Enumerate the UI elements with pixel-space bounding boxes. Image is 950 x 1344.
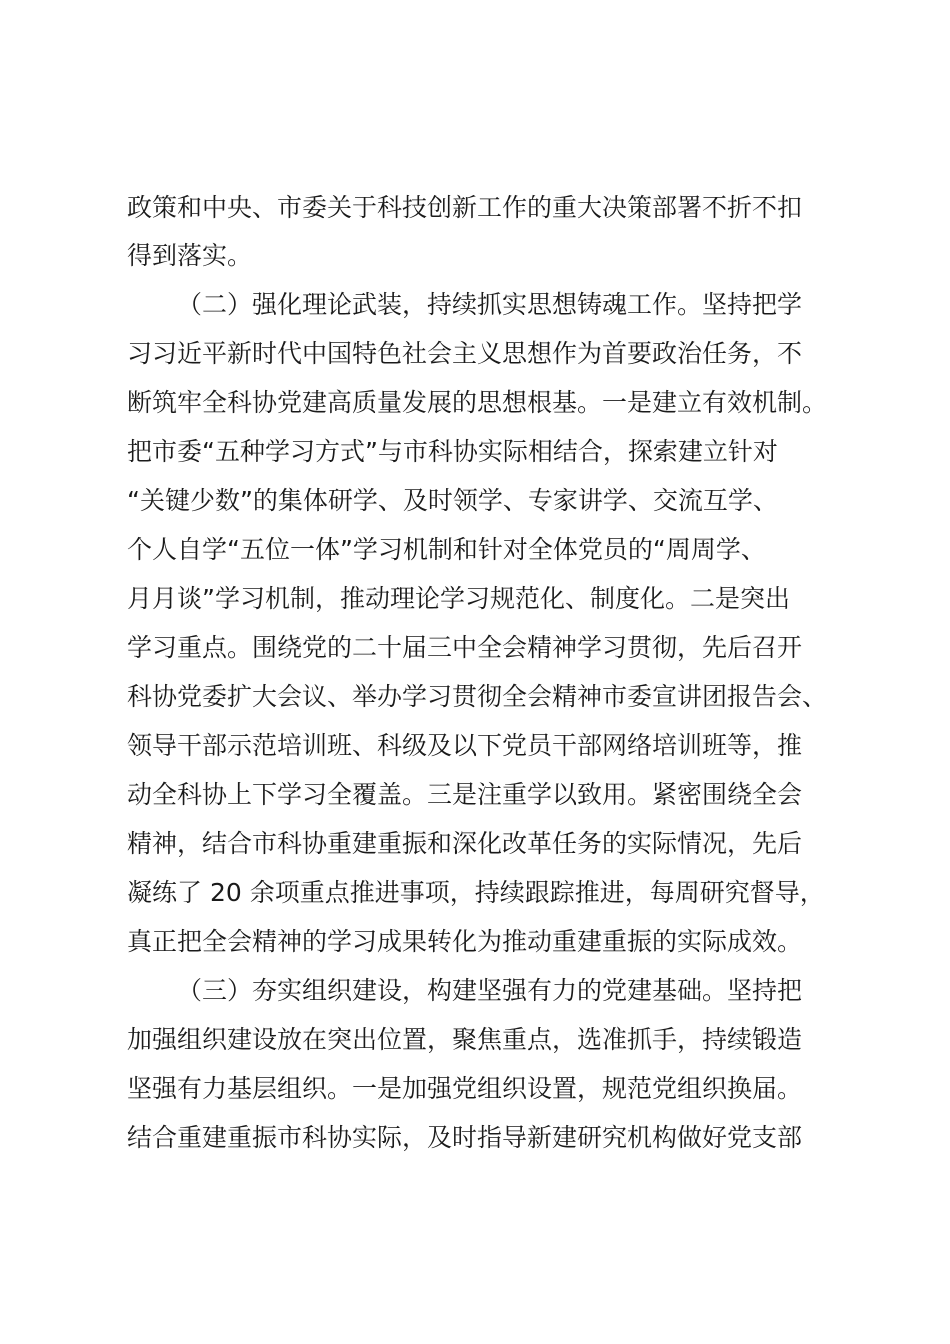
text-line: 领导干部示范培训班、科级及以下党员干部网络培训班等，推 <box>127 731 803 760</box>
text-line: 精神，结合市科协重建重振和深化改革任务的实际情况，先后 <box>127 829 803 858</box>
text-line: 得到落实。 <box>127 241 253 270</box>
text-line: 学习重点。围绕党的二十届三中全会精神学习贯彻，先后召开 <box>127 633 803 662</box>
text-line: 动全科协上下学习全覆盖。三是注重学以致用。紧密围绕全会 <box>127 780 803 809</box>
text-line: 月月谈”学习机制，推动理论学习规范化、制度化。二是突出 <box>127 584 790 613</box>
section-heading-line: （二）强化理论武装，持续抓实思想铸魂工作。坚持把学 <box>177 290 803 319</box>
text-line: 凝练了 20 余项重点推进事项，持续跟踪推进，每周研究督导， <box>127 878 825 907</box>
text-line: 真正把全会精神的学习成果转化为推动重建重振的实际成效。 <box>127 927 803 956</box>
text-line: 加强组织建设放在突出位置，聚焦重点，选准抓手，持续锻造 <box>127 1025 803 1054</box>
text-line: 科协党委扩大会议、举办学习贯彻全会精神市委宣讲团报告会、 <box>127 682 828 711</box>
text-line: 断筑牢全科协党建高质量发展的思想根基。一是建立有效机制。 <box>127 388 828 417</box>
text-line: 政策和中央、市委关于科技创新工作的重大决策部署不折不扣 <box>127 193 803 222</box>
section-heading-line: （三）夯实组织建设，构建坚强有力的党建基础。坚持把 <box>177 976 803 1005</box>
text-line: 把市委“五种学习方式”与市科协实际相结合，探索建立针对 <box>127 437 778 466</box>
text-line: 个人自学“五位一体”学习机制和针对全体党员的“周周学、 <box>127 535 766 564</box>
text-line: 结合重建重振市科协实际，及时指导新建研究机构做好党支部 <box>127 1123 803 1152</box>
text-line: “关键少数”的集体研学、及时领学、专家讲学、交流互学、 <box>127 486 778 515</box>
text-line: 坚强有力基层组织。一是加强党组织设置，规范党组织换届。 <box>127 1074 803 1103</box>
text-line: 习习近平新时代中国特色社会主义思想作为首要政治任务，不 <box>127 339 803 368</box>
